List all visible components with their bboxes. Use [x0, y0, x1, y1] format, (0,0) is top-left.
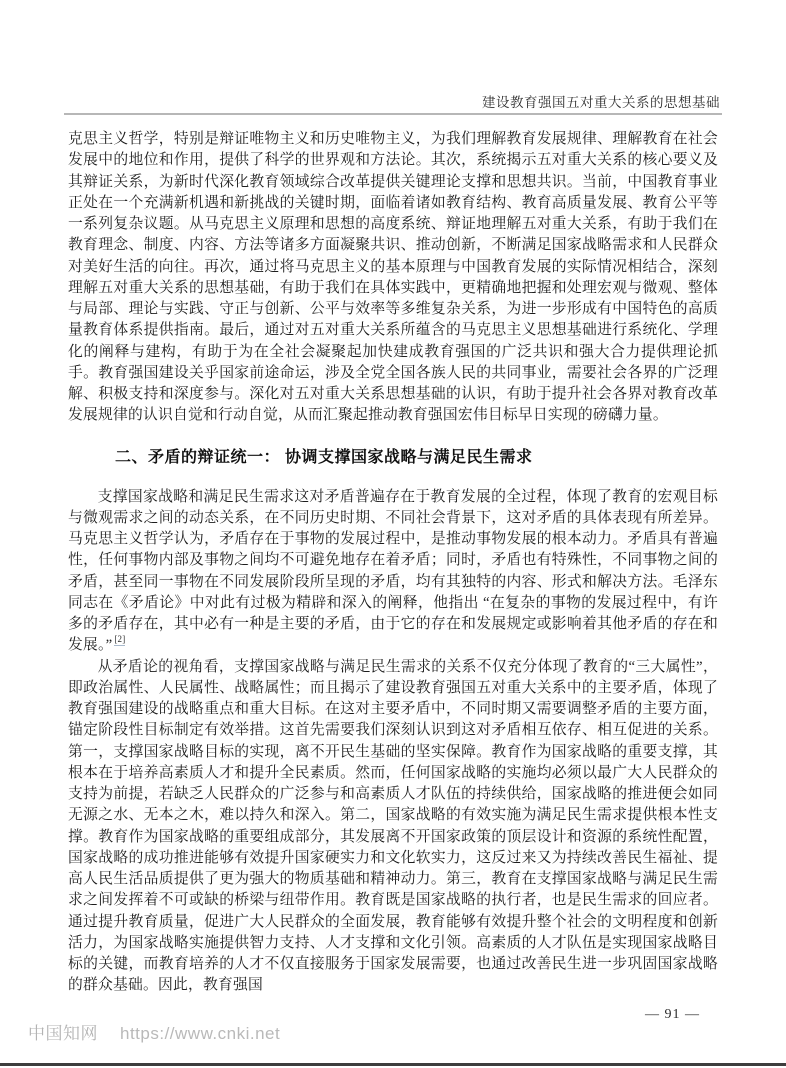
running-header	[68, 91, 720, 111]
cnki-site-url: https://www.cnki.net	[120, 1024, 281, 1043]
article-content	[68, 129, 718, 1023]
body-paragraph-continuation: 克思主义哲学，特别是辩证唯物主义和历史唯物主义，为我们理解教育发展规律、理解教育在社会发展中的地位和作用，提供了科学的世界观和方法论。其次，系统揭示五对重大关系的核心要义及其辩证关系，为新时代深化教育领域综合改革提供关键理论支撑和思想共识。当前，中国教育事业正处在一个充满新机遇和新挑战的关键时期，面临着诸如教育结构、教育高质量发展、教育公平等一系列复杂议题。从马克思主义原理和思想的高度系统、辩证地理解五对重大关系，有助于我们在教育理念、制度、内容、方法等诸多方面凝聚共识、推动创新，不断满足国家战略需求和人民群众对美好生活的向往。再次，通过将马克思主义的基本原理与中国教育发展的实际情况相结合，深刻理解五对重大关系的思想基础，有助于我们在具体实践中，更精确地把握和处理宏观与微观、整体与局部、理论与实践、守正与创新、公平与效率等多维复杂关系，为进一步形成有中国特色的高质量教育体系提供指南。最后，通过对五对重大关系所蕴含的马克思主义思想基础进行系统化、学理化的阐释与建构，有助于为在全社会凝聚起加快建成教育强国的广泛共识和强大合力提供理论抓手。教育强国建设关乎国家前途命运，涉及全党全国各族人民的共同事业，需要社会各界的广泛理解、积极支持和深度参与。深化对五对重大关系思想基础的认识，有助于提升社会各界对教育改革发展规律的认识自觉和行动自觉，从而汇聚起推动教育强国宏伟目标早日实现的磅礴力量。	[68, 131, 718, 424]
page-number: — 91 —	[645, 1006, 700, 1022]
running-header-title: 建设教育强国五对重大关系的思想基础	[482, 95, 720, 110]
cnki-watermark	[28, 1019, 280, 1044]
body-paragraph: 从矛盾论的视角看，支撑国家战略与满足民生需求的关系不仅充分体现了教育的“三大属性”，即政治属性、人民属性、战略属性；而且揭示了建设教育强国五对重大关系中的主要矛盾，体现了教育强国建设的战略重点和重大目标。在这对主要矛盾中，不同时期又需要调整矛盾的主要方面，锚定阶段性目标制定有效举措。这首先需要我们深刻认识到这对矛盾相互依存、相互促进的关系。第一，支撑国家战略目标的实现，离不开民生基础的坚实保障。教育作为国家战略的重要支撑，其根本在于培养高素质人才和提升全民素质。然而，任何国家战略的实施均必须以最广大人民群众的支持为前提，若缺乏人民群众的广泛参与和高素质人才队伍的持续供给，国家战略的推进便会如同无源之水、无本之木，难以持久和深入。第二，国家战略的有效实施为满足民生需求提供根本性支撑。教育作为国家战略的重要组成部分，其发展离不开国家政策的顶层设计和资源的系统性配置，国家战略的成功推进能够有效提升国家硬实力和文化软实力，这反过来又为持续改善民生福祉、提高人民生活品质提供了更为强大的物质基础和精神动力。第三，教育在支撑国家战略与满足民生需求之间发挥着不可或缺的桥梁与纽带作用。教育既是国家战略的执行者，也是民生需求的回应者。通过提升教育质量，促进广大人民群众的全面发展，教育能够有效提升整个社会的文明程度和创新活力，为国家战略实施提供智力支持、人才支撑和文化引领。高素质的人才队伍是实现国家战略目标的关键，而教育培养的人才不仅直接服务于国家发展需要，也通过改善民生进一步巩固国家战略的群众基础。因此，教育强国	[68, 658, 718, 994]
citation-ref: [2]	[114, 634, 126, 645]
viewer-bottom-edge	[0, 1063, 786, 1066]
section-heading: 二、矛盾的辩证统一： 协调支撑国家战略与满足民生需求	[115, 448, 533, 466]
paragraph-text: 支撑国家战略和满足民生需求这对矛盾普遍存在于教育发展的全过程，体现了教育的宏观目标与微观需求之间的动态关系，在不同历史时期、不同社会背景下，这对矛盾的具体表现有所差异。马克思主义哲学认为，矛盾存在于事物的发展过程中，是推动事物发展的根本动力。矛盾具有普遍性，任何事物内部及事物之间均不可避免地存在着矛盾；同时，矛盾也有特殊性，不同事物之间的矛盾，甚至同一事物在不同发展阶段所呈现的矛盾，均有其独特的内容、形式和解决方法。毛泽东同志在《矛盾论》中对此有过极为精辟和深入的阐释，他指出 “在复杂的事物的发展过程中，有许多的矛盾存在，其中必有一种是主要的矛盾，由于它的存在和发展规定或影响着其他矛盾的存在和发展。”	[68, 488, 718, 654]
cnki-site-name: 中国知网	[28, 1024, 98, 1043]
body-paragraph	[68, 487, 718, 657]
header-rule	[64, 113, 722, 115]
